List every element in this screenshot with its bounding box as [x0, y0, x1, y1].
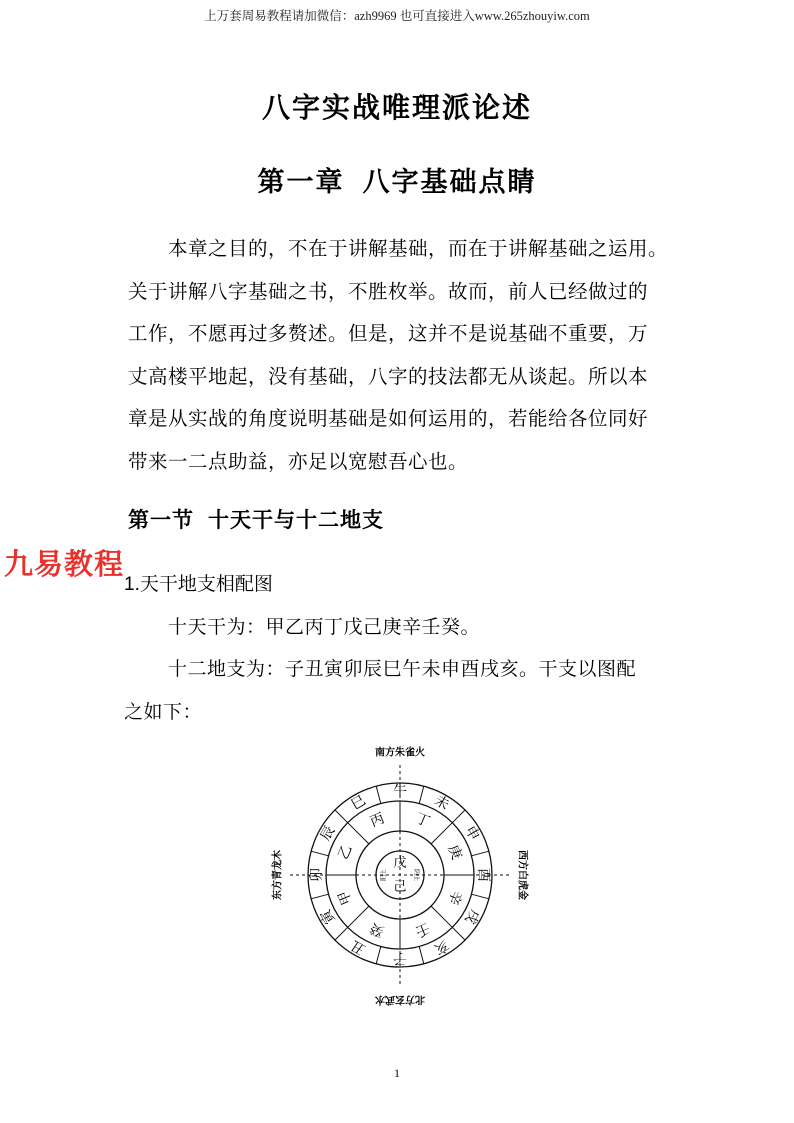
stem-label: 庚 [444, 842, 465, 862]
center-note-yang: 阳土 [380, 868, 388, 882]
chapter-name: 八字基础点睛 [362, 167, 537, 198]
branch-label: 酉 [475, 868, 491, 882]
branch-label: 寅 [317, 906, 339, 927]
intro-line: 本章之目的，不在于讲解基础，而在于讲解基础之运用。 [128, 237, 669, 260]
branch-label: 丑 [348, 936, 369, 958]
branch-divider [419, 786, 424, 803]
stem-divider [431, 823, 452, 844]
branch-divider [472, 851, 489, 856]
intro-line: 关于讲解八字基础之书，不胜枚举。故而，前人已经做过的 [128, 279, 649, 303]
center-note-yin: 阴土 [412, 868, 420, 882]
branches-line-cont: 之如下： [124, 701, 203, 723]
watermark-logo: 九易教程 [4, 547, 125, 581]
header-notice: 上万套周易教程请加微信：azh9969 也可直接进入www.265zhouyiw.com [204, 9, 590, 23]
branch-divider [452, 927, 465, 940]
branch-label: 巳 [348, 792, 369, 814]
stem-divider [431, 906, 452, 927]
section-heading [128, 504, 384, 534]
stem-label: 辛 [444, 888, 465, 908]
chapter-number: 第一章 [257, 167, 345, 198]
item-heading [124, 569, 273, 596]
stem-label: 丁 [413, 810, 433, 831]
direction-north: 北方玄武水 [375, 993, 425, 1005]
branch-label: 申 [461, 823, 483, 844]
page-number: 1 [394, 1066, 400, 1080]
branches-line: 十二地支为：子丑寅卯辰巳午未申酉戌亥。干支以图配 [168, 658, 637, 680]
stem-label: 乙 [335, 842, 356, 862]
branch-label: 卯 [309, 868, 325, 882]
stem-branch-diagram [260, 735, 540, 1015]
stem-label: 癸 [367, 919, 387, 940]
branch-divider [376, 947, 381, 964]
branch-divider [335, 927, 348, 940]
intro-line: 丈高楼平地起，没有基础，八字的技法都无从谈起。所以本 [128, 364, 649, 388]
section-number: 第一节 [128, 508, 194, 532]
stem-divider [348, 906, 369, 927]
intro-line: 章是从实战的角度说明基础是如何运用的，若能给各位同好 [128, 407, 649, 430]
center-stem-wu: 戊 [393, 855, 407, 871]
branch-divider [419, 947, 424, 964]
branch-divider [452, 810, 465, 823]
item-label: 天干地支相配图 [139, 573, 273, 595]
stems-line: 十天干为：甲乙丙丁戊己庚辛壬癸。 [168, 616, 481, 638]
stem-label: 甲 [335, 888, 356, 908]
branch-divider [376, 786, 381, 803]
stem-label: 丙 [367, 810, 387, 831]
branch-divider [311, 894, 328, 899]
item-number: 1. [124, 574, 140, 595]
intro-line: 带来一二点助益，亦足以宽慰吾心也。 [128, 449, 469, 473]
branch-divider [311, 851, 328, 856]
direction-east: 东方青龙木 [272, 850, 284, 900]
direction-south: 南方朱雀火 [375, 747, 425, 759]
book-title: 八字实战唯理派论述 [261, 91, 532, 124]
branch-label: 亥 [431, 936, 452, 958]
intro-paragraph [128, 228, 694, 483]
center-stem-ji: 己 [393, 879, 407, 895]
chapter-heading [0, 160, 794, 199]
branch-divider [472, 894, 489, 899]
direction-west: 西方白虎金 [516, 850, 528, 900]
branch-label: 未 [431, 792, 452, 814]
stem-divider [348, 823, 369, 844]
branch-divider [335, 810, 348, 823]
branch-label: 辰 [317, 823, 339, 844]
branch-label: 戌 [461, 906, 483, 927]
stem-label: 壬 [413, 919, 433, 940]
branch-label: 子 [393, 950, 407, 966]
section-name: 十天干与十二地支 [208, 508, 384, 532]
branch-label: 午 [393, 784, 407, 800]
intro-line: 工作，不愿再过多赘述。但是，这并不是说基础不重要，万 [128, 322, 649, 345]
